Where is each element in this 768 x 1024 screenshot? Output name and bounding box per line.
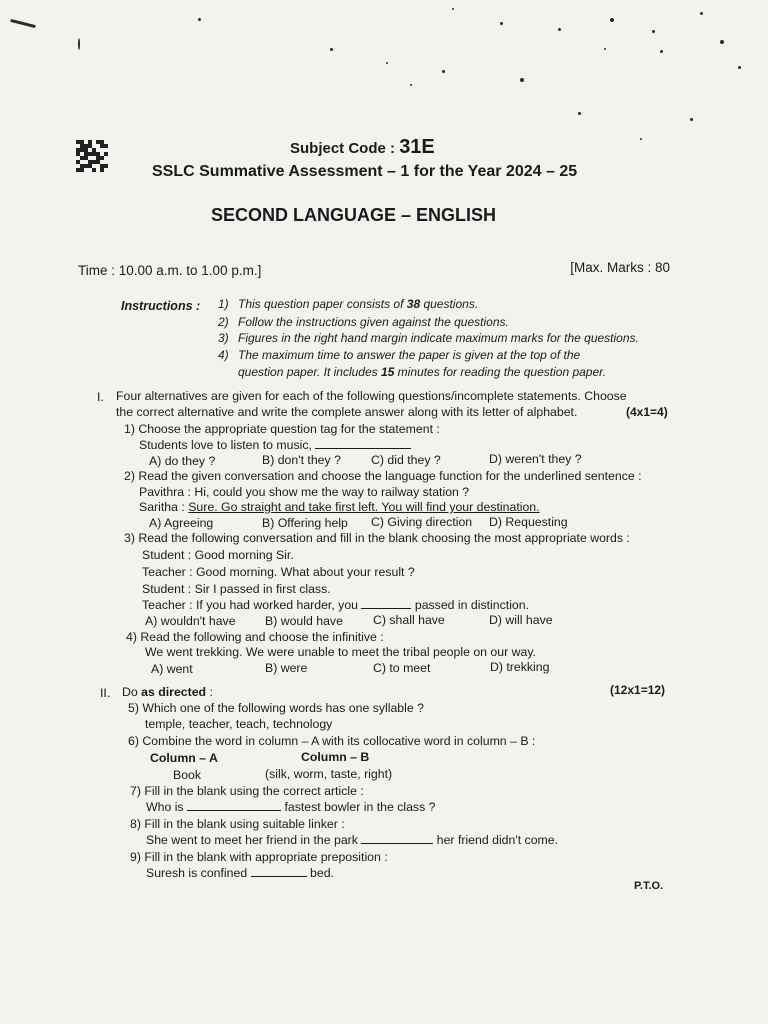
q6-column-b-words: (silk, worm, taste, right) [265, 767, 393, 781]
q6-column-b-heading: Column – B [301, 750, 370, 764]
q1-option-d: D) weren't they ? [489, 452, 582, 466]
q2-stem: 2) Read the given conversation and choose the language function for the underlined sentence : [124, 469, 642, 483]
q2-underlined-sentence: Sure. Go straight and take first left. You will find your destination. [188, 500, 540, 514]
q4-option-a: A) went [151, 662, 193, 676]
q7-sentence: Who is fastest bowler in the class ? [146, 800, 436, 814]
qr-code-icon [76, 140, 108, 172]
instruction-item: 4) The maximum time to answer the paper is given at the top of the [218, 348, 581, 362]
instruction-item: 2) Follow the instructions given against the questions. [218, 315, 509, 329]
q4-option-b: B) were [265, 661, 308, 675]
q3-dialogue-line: Teacher : If you had worked harder, you passed in distinction. [142, 598, 530, 612]
q5-stem: 5) Which one of the following words has one syllable ? [128, 701, 424, 715]
subject-title: SECOND LANGUAGE – ENGLISH [211, 205, 497, 225]
section-1-number: I. [97, 390, 104, 404]
subject-code-label: Subject Code : [290, 140, 396, 157]
q5-words: temple, teacher, teach, technology [145, 717, 333, 731]
exam-title: SSLC Summative Assessment – 1 for the Year 2024 – 25 [152, 163, 578, 180]
q3-dialogue-line: Student : Good morning Sir. [142, 548, 294, 562]
q3-option-b: B) would have [265, 614, 343, 628]
q1-option-b: B) don't they ? [262, 453, 341, 467]
max-marks: [Max. Marks : 80 [570, 260, 670, 275]
section-2-title: Do as directed : [122, 685, 213, 699]
instruction-item-continued: question paper. It includes 15 minutes for reading the question paper. [238, 365, 607, 379]
q4-sentence: We went trekking. We were unable to meet the tribal people on our way. [145, 645, 536, 659]
q9-sentence: Suresh is confined bed. [146, 866, 334, 880]
q9-blank [251, 866, 307, 877]
page-turn-over: P.T.O. [634, 880, 664, 892]
q1-option-c: C) did they ? [371, 453, 441, 467]
q3-dialogue-line: Student : Sir I passed in first class. [142, 582, 331, 596]
q4-option-c: C) to meet [373, 661, 431, 675]
section-2-marks: (12x1=12) [610, 683, 666, 697]
q1-option-a: A) do they ? [149, 454, 216, 468]
section-1-intro-line-1: Four alternatives are given for each of the following questions/incomplete statements. Choose [116, 389, 627, 403]
instructions-label: Instructions : [121, 299, 201, 313]
q7-stem: 7) Fill in the blank using the correct article : [130, 784, 364, 798]
q6-column-a-word: Book [173, 768, 202, 782]
q1-blank [315, 438, 411, 449]
q2-option-c: C) Giving direction [371, 515, 473, 529]
instruction-item: 1) This question paper consists of 38 questions. [218, 297, 479, 311]
q2-option-a: A) Agreeing [149, 516, 214, 530]
q3-option-d: D) will have [489, 613, 553, 627]
q8-stem: 8) Fill in the blank using suitable linker : [130, 817, 345, 831]
q3-option-c: C) shall have [373, 613, 445, 627]
instruction-item: 3) Figures in the right hand margin indicate maximum marks for the questions. [218, 331, 639, 345]
q2-dialogue-line-2: Saritha : Sure. Go straight and take first left. You will find your destination. [139, 500, 540, 514]
q9-stem: 9) Fill in the blank with appropriate preposition : [130, 850, 388, 864]
q6-stem: 6) Combine the word in column – A with its collocative word in column – B : [128, 734, 536, 748]
q3-stem: 3) Read the following conversation and fill in the blank choosing the most appropriate words : [124, 531, 630, 545]
q4-option-d: D) trekking [490, 660, 550, 674]
section-2-number: II. [100, 686, 111, 700]
q4-stem: 4) Read the following and choose the infinitive : [126, 630, 384, 644]
q1-sentence: Students love to listen to music, [139, 438, 411, 452]
q6-column-a-heading: Column – A [150, 751, 218, 765]
exam-time: Time : 10.00 a.m. to 1.00 p.m.] [78, 263, 262, 278]
q1-stem: 1) Choose the appropriate question tag for the statement : [124, 422, 440, 436]
section-1-marks: (4x1=4) [626, 405, 668, 419]
q3-dialogue-line: Teacher : Good morning. What about your result ? [142, 565, 415, 579]
subject-code-value: 31E [399, 136, 435, 158]
q2-option-b: B) Offering help [262, 516, 348, 530]
subject-code [290, 136, 435, 159]
q2-dialogue-line-1: Pavithra : Hi, could you show me the way to railway station ? [139, 485, 470, 499]
section-1-intro-line-2: the correct alternative and write the complete answer along with its letter of alphabet. [116, 405, 578, 419]
q7-blank [187, 800, 281, 811]
q3-option-a: A) wouldn't have [145, 614, 236, 628]
q2-option-d: D) Requesting [489, 515, 568, 529]
q3-blank [361, 598, 411, 609]
q8-sentence: She went to meet her friend in the park her friend didn't come. [146, 833, 559, 847]
q8-blank [361, 833, 433, 844]
